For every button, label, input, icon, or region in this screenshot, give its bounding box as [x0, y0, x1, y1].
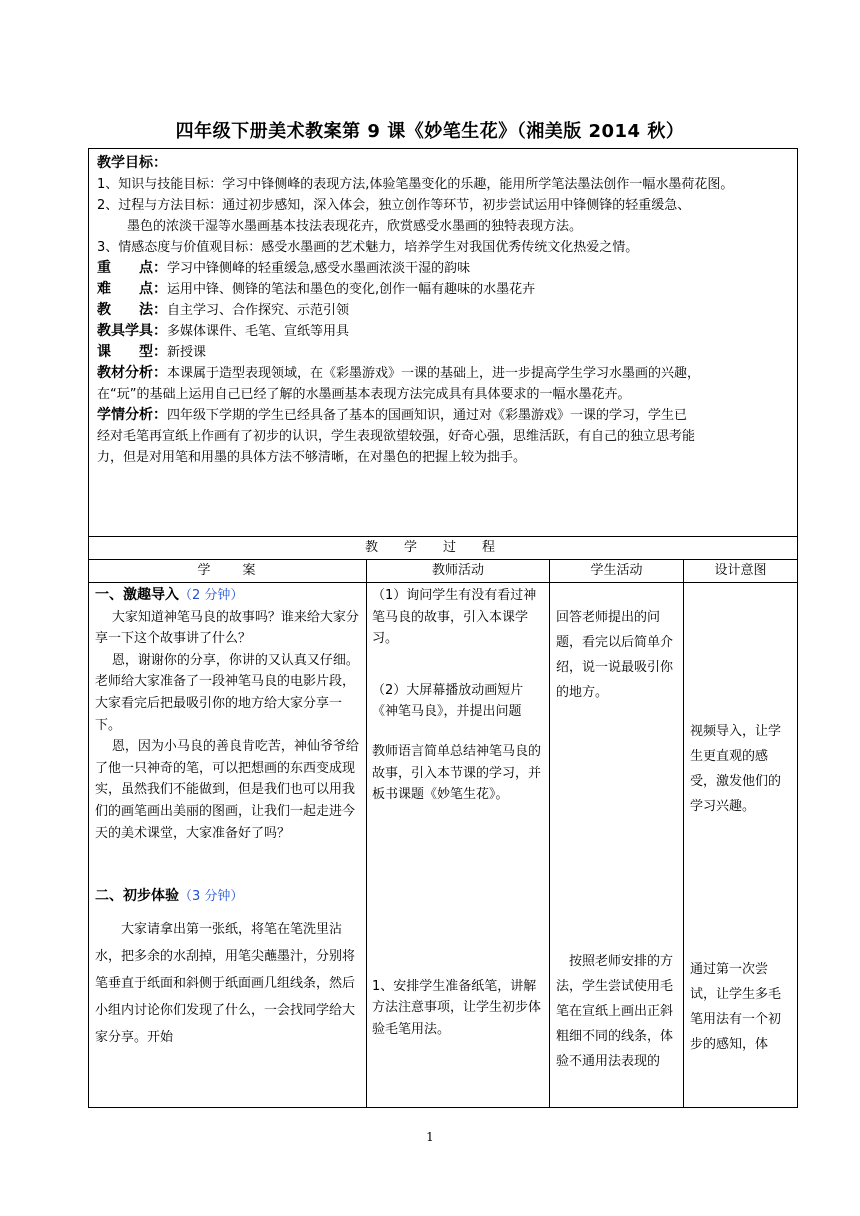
student-label: 学情分析： [97, 407, 167, 423]
material-line [97, 363, 789, 384]
teacher-activity-3: 教师语言简单总结神笔马良的故事，引入本节课的学习，并板书课题《妙笔生花》。 [372, 743, 542, 803]
teacher-activity-2: （2）大屏幕播放动画短片《神笔马良》，并提出问题 [372, 682, 524, 720]
teacher-activity-4: 1、安排学生准备纸笔，讲解方法注意事项，让学生初步体验毛笔用法。 [372, 978, 542, 1037]
teacher-activity-1: （1）询问学生有没有看过神笔马良的故事，引入本课学习。 [372, 588, 537, 647]
column-divider [366, 559, 367, 1107]
document-title: 四年级下册美术教案第 9 课《妙笔生花》（湘美版 2014 秋） [175, 121, 685, 142]
student-column [556, 589, 679, 1074]
section-2-para-1: 大家请拿出第一张纸，将笔在笔洗里沾水，把多余的水刮掉，用笔尖蘸墨汁，分别将笔垂直于纸面和斜侧于纸面画几组线条，然后小组内讨论你们发现了什么，一会找同学给大家分享。开始 [95, 921, 356, 1045]
student-text-2: 经对毛笔再宣纸上作画有了初步的认识，学生表现欲望较强，好奇心强，思维活跃，有自己的独立思考能 [97, 429, 696, 444]
plan-column [95, 585, 361, 1051]
lesson-type-line [97, 342, 789, 363]
material-text-1: 本课属于造型表现领域，在《彩墨游戏》一课的基础上，进一步提高学生学习水墨画的兴趣， [167, 366, 701, 381]
goal-3: 3、情感态度与价值观目标：感受水墨画的艺术魅力，培养学生对我国优秀传统文化热爱之情。 [97, 240, 639, 255]
section-1-title: 一、激趣导入 [95, 587, 179, 603]
design-intent-1: 视频导入，让学生更直观的感受，激发他们的学习兴趣。 [690, 724, 782, 814]
difficulty-text: 运用中锋、侧锋的笔法和墨色的变化,创作一幅有趣味的水墨花卉 [167, 282, 536, 297]
lesson-plan-table [88, 148, 798, 1108]
method-label: 教 法： [97, 302, 167, 318]
section-2-title: 二、初步体验 [95, 888, 179, 905]
student-activity-2: 按照老师安排的方法，学生尝试使用毛笔在宣纸上画出正斜粗细不同的线条，体验不通用法表现的 [556, 954, 674, 1069]
difficulty-line [97, 279, 789, 300]
section-1-para-4: 恩，因为小马良的善良肯吃苦，神仙爷爷给了他一只神奇的笔，可以把想画的东西变成现实，虽然我们不能做到，但是我们也可以用我们的画笔画出美丽的图画，让我们一起走进今天的美术课堂，大家准备好了吗？ [95, 739, 359, 841]
header-intent: 设计意图 [684, 559, 797, 583]
section-1-para-2: 恩，谢谢你的分享，你讲的又认真又仔细。 [111, 652, 359, 668]
intent-column [690, 589, 793, 1057]
student-text-3: 力，但是对用笔和用墨的具体方法不够清晰，在对墨色的把握上较为拙手。 [97, 450, 527, 465]
objectives-heading: 教学目标： [97, 155, 167, 171]
header-student: 学生活动 [550, 559, 683, 583]
section-1-time: （2 分钟） [179, 588, 244, 603]
header-plan: 学 案 [89, 559, 366, 583]
tools-line [97, 321, 789, 342]
process-label: 教学过程 [89, 537, 797, 560]
student-text-1: 四年级下学期的学生已经具备了基本的国画知识，通过对《彩墨游戏》一课的学习，学生已 [167, 408, 688, 423]
goal-2b: 墨色的浓淡干湿等水墨画基本技法表现花卉，欣赏感受水墨画的独特表现方法。 [127, 219, 583, 234]
header-teacher: 教师活动 [367, 559, 549, 583]
section-1-para-3: 老师给大家准备了一段神笔马良的电影片段，大家看完后把最吸引你的地方给大家分享一下。 [95, 674, 356, 733]
column-divider [549, 559, 550, 1107]
teacher-column [372, 585, 544, 1041]
lesson-type-label: 课 型： [97, 344, 167, 360]
method-text: 自主学习、合作探究、示范引领 [167, 303, 350, 318]
goal-2a: 2、过程与方法目标：通过初步感知，深入体会，独立创作等环节，初步尝试运用中锋侧锋的轻重缓急、 [97, 198, 691, 213]
column-divider [683, 559, 684, 1107]
material-text-2: 在“玩”的基础上运用自己已经了解的水墨画基本表现方法完成具有具体要求的一幅水墨花卉。 [97, 387, 631, 402]
tools-label: 教具学具： [97, 323, 167, 339]
lesson-type-text: 新授课 [167, 345, 207, 360]
section-1-para-1: 大家知道神笔马良的故事吗？谁来给大家分享一下这个故事讲了什么？ [95, 609, 359, 647]
objectives-section [89, 149, 797, 537]
material-label: 教材分析： [97, 365, 167, 381]
design-intent-2: 通过第一次尝试，让学生多毛笔用法有一个初步的感知，体 [690, 962, 782, 1052]
page-number: 1 [426, 1130, 434, 1144]
key-point-label: 重 点： [97, 260, 167, 276]
key-point-text: 学习中锋侧峰的轻重缓急,感受水墨画浓淡干湿的韵味 [167, 261, 471, 276]
difficulty-label: 难 点： [97, 281, 167, 297]
tools-text: 多媒体课件、毛笔、宣纸等用具 [167, 324, 350, 339]
goal-1: 1、知识与技能目标：学习中锋侧峰的表现方法,体验笔墨变化的乐趣，能用所学笔法墨法创作一幅水墨荷花图。 [97, 177, 734, 192]
key-point-line [97, 258, 789, 279]
student-line [97, 405, 789, 426]
section-2-time: （3 分钟） [179, 889, 244, 905]
student-activity-1: 回答老师提出的问题，看完以后简单介绍，说一说最吸引你的地方。 [556, 610, 674, 700]
method-line [97, 300, 789, 321]
